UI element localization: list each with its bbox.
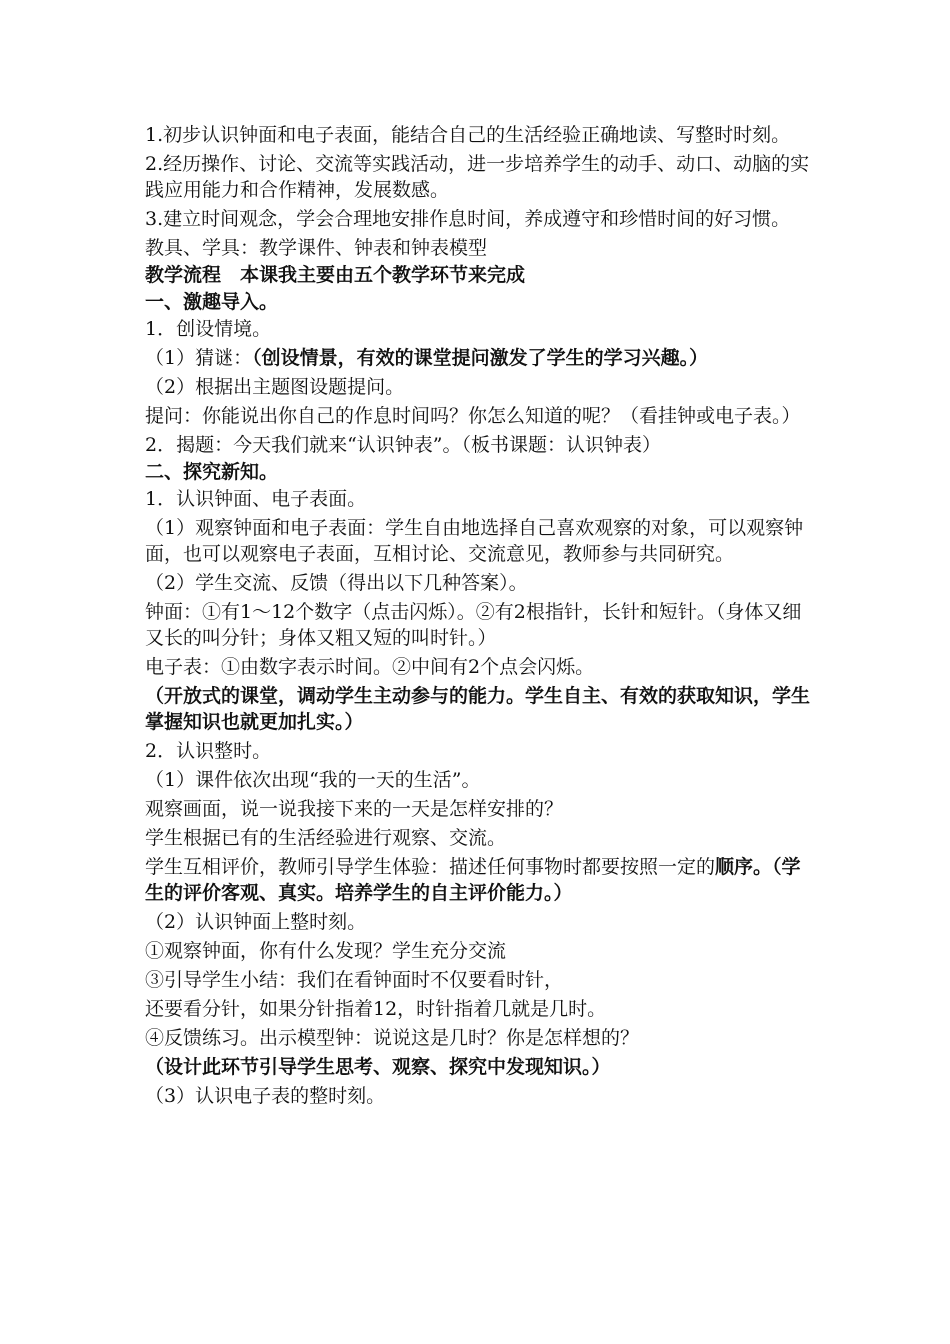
document-body	[145, 122, 815, 1112]
observe-clock-face: ①观察钟面，你有什么发现？学生充分交流	[145, 940, 507, 962]
design-note: （设计此环节引导学生思考、观察、探究中发现知识。）	[145, 1056, 611, 1078]
step-courseware-day: （1）课件依次出现“我的一天的生活”。	[145, 769, 481, 791]
guide-summary: ③引导学生小结：我们在看钟面时不仅要看时针，	[145, 969, 564, 991]
open-classroom-note: （开放式的课堂，调动学生主动参与的能力。学生自主、有效的获取知识，学生掌握知识也就更加扎实。）	[145, 685, 811, 733]
step-theme-question: （2）根据出主题图设题提问。	[145, 376, 405, 398]
step-reveal-topic: 2．揭题：今天我们就来“认识钟表”。（板书课题：认识钟表）	[145, 434, 662, 456]
step-riddle	[145, 345, 815, 371]
step-know-hours: 2．认识整时。	[145, 740, 272, 762]
step-whole-hours: （2）认识钟面上整时刻。	[145, 911, 367, 933]
objective-3: 3.建立时间观念，学会合理地安排作息时间，养成遵守和珍惜时间的好习惯。	[145, 208, 791, 230]
feedback-practice: ④反馈练习。出示模型钟：说说这是几时？你是怎样想的？	[145, 1027, 640, 1049]
guide-summary-cont: 还要看分针，如果分针指着12，时针指着几就是几时。	[145, 998, 607, 1020]
section-heading-explore: 二、探究新知。	[145, 461, 279, 483]
step-student-feedback: （2）学生交流、反馈（得出以下几种答案）。	[145, 572, 528, 594]
step-know-clock-face: 1．认识钟面、电子表面。	[145, 488, 367, 510]
riddle-label: （1）猜谜：	[145, 347, 253, 369]
teaching-flow-heading: 教学流程 本课我主要由五个教学环节来完成	[145, 264, 526, 286]
observe-picture: 观察画面，说一说我接下来的一天是怎样安排的？	[145, 798, 564, 820]
clock-face-description: 钟面：①有1～12个数字（点击闪烁）。②有2根指针，长针和短针。（身体又细又长的叫分针；身体又粗又短的叫时针。）	[145, 601, 802, 649]
section-heading-intro: 一、激趣导入。	[145, 291, 279, 313]
peer-evaluation-text: 学生互相评价，教师引导学生体验：描述任何事物时都要按照一定的	[145, 856, 716, 878]
objective-1: 1.初步认识钟面和电子表面，能结合自己的生活经验正确地读、写整时时刻。	[145, 124, 791, 146]
step-digital-hours: （3）认识电子表的整时刻。	[145, 1085, 386, 1107]
question-schedule: 提问：你能说出你自己的作息时间吗？你怎么知道的呢？（看挂钟或电子表。）	[145, 405, 801, 427]
students-observe: 学生根据已有的生活经验进行观察、交流。	[145, 827, 507, 849]
digital-watch-description: 电子表：①由数字表示时间。②中间有2个点会闪烁。	[145, 656, 595, 678]
step-create-situation: 1．创设情境。	[145, 318, 272, 340]
teaching-aids: 教具、学具：教学课件、钟表和钟表模型	[145, 237, 488, 259]
peer-evaluation-note: 顺序。（学生的评价客观、真实。培养学生的自主评价能力。）	[145, 856, 801, 904]
objective-2: 2.经历操作、讨论、交流等实践活动，进一步培养学生的动手、动口、动脑的实践应用能力和合作精神，发展数感。	[145, 153, 810, 201]
step-observe-faces: （1）观察钟面和电子表面：学生自由地选择自己喜欢观察的对象，可以观察钟面，也可以观察电子表面，互相讨论、交流意见，教师参与共同研究。	[145, 517, 804, 565]
riddle-note: （创设情景，有效的课堂提问激发了学生的学习兴趣。）	[252, 347, 709, 369]
peer-evaluation	[145, 854, 815, 906]
